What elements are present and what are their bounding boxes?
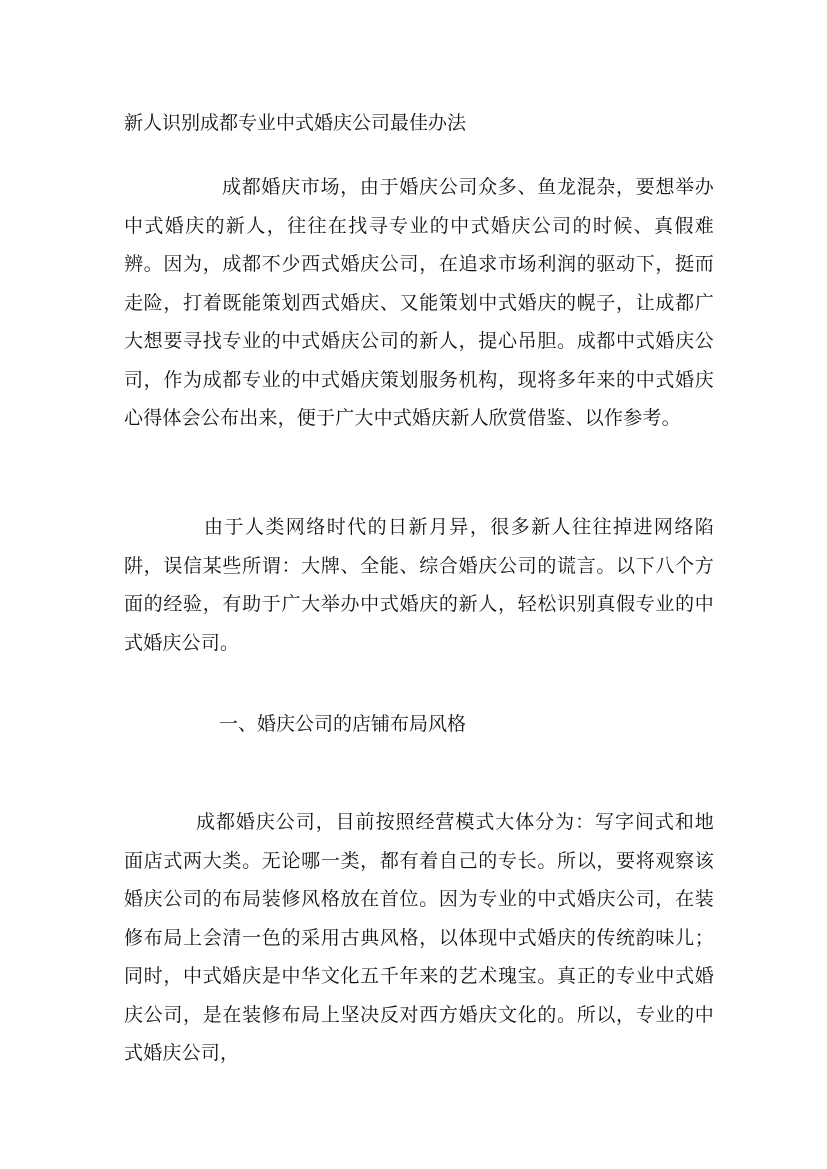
warning-paragraph: 由于人类网络时代的日新月异，很多新人往往掉进网络陷阱，误信某些所谓：大牌、全能、综合婚庆公司的谎言。以下八个方面的经验，有助于广大举办中式婚庆的新人，轻松识别真假专业的中式婚庆公司。 (124, 516, 714, 654)
section-heading: 一、婚庆公司的店铺布局风格 (219, 713, 467, 735)
section-paragraph: 成都婚庆公司，目前按照经营模式大体分为：写字间式和地面店式两大类。无论哪一类，都有着自己的专长。所以，要将观察该婚庆公司的布局装修风格放在首位。因为专业的中式婚庆公司，在装修布局上会清一色的采用古典风格，以体现中式婚庆的传统韵味儿；同时，中式婚庆是中华文化五千年来的艺术瑰宝。真正的专业中式婚庆公司，是在装修布局上坚决反对西方婚庆文化的。所以，专业的中式婚庆公司， (124, 811, 714, 1064)
intro-paragraph: 成都婚庆市场，由于婚庆公司众多、鱼龙混杂，要想举办中式婚庆的新人，往往在找寻专业的中式婚庆公司的时候、真假难辨。因为，成都不少西式婚庆公司，在追求市场利润的驱动下，挺而走险，打着既能策划西式婚庆、又能策划中式婚庆的幌子，让成都广大想要寻找专业的中式婚庆公司的新人，提心吊胆。成都中式婚庆公司，作为成都专业的中式婚庆策划服务机构，现将多年来的中式婚庆心得体会公布出来，便于广大中式婚庆新人欣赏借鉴、以作参考。 (124, 176, 714, 429)
document-title: 新人识别成都专业中式婚庆公司最佳办法 (124, 112, 467, 134)
